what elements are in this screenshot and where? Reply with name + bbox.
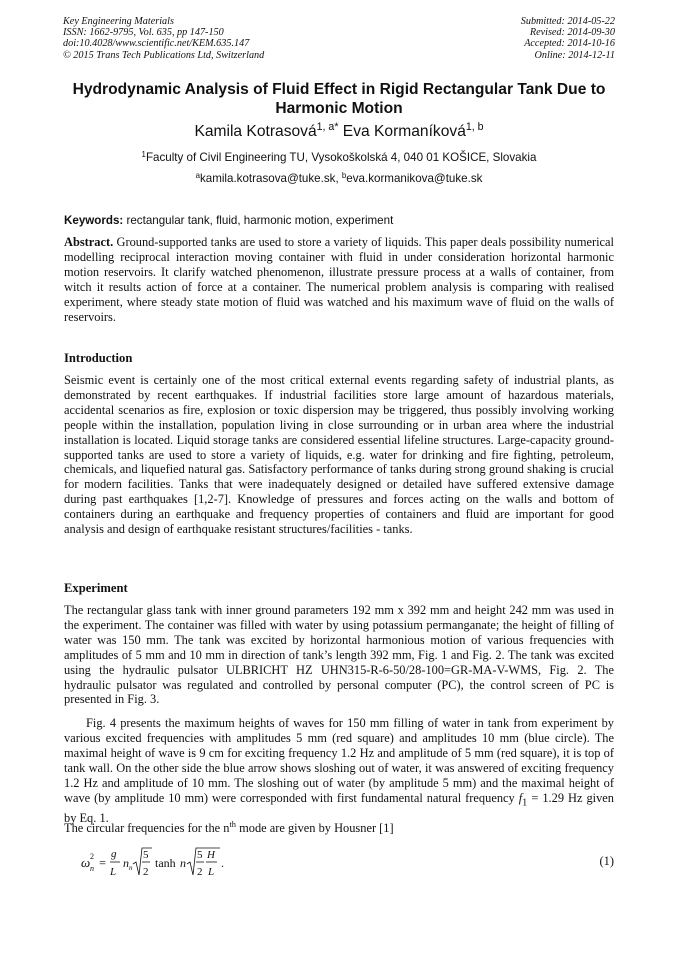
- author-list: [40, 122, 638, 143]
- paragraph-text: Fig. 4 presents the maximum heights of waves for 150 mm filling of water in tank from experiment by various excited frequencies with amplitudes 5 mm (red square) and amplitudes 10 mm (blue circle). The maximal height of wave is 9 cm for exciting frequency 1.2 Hz and amplitude of 5 mm (red square), it is top of tank wall. On the other side the blue arrow shows sloshing out of water, it was answered of exciting frequency 1.2 Hz and amplitude of 10 mm. The sloshing out of water (by amplitude 5 mm) and the maximal height of wave (by amplitude 10 mm) were corresponded with first fundamental natural frequency: [64, 716, 614, 805]
- author-superscript: 1, b: [465, 121, 484, 134]
- abstract: [64, 235, 614, 324]
- affiliation: [40, 150, 638, 166]
- author-emails: [40, 171, 638, 187]
- mode-superscript: th: [229, 819, 237, 830]
- journal-info: [63, 16, 264, 61]
- keywords-text: rectangular tank, fluid, harmonic motion, experiment: [123, 214, 394, 227]
- svg-text:n: n: [123, 856, 129, 870]
- svg-text:tanh: tanh: [155, 856, 176, 870]
- journal-doi[interactable]: doi:10.4028/www.scientific.net/KEM.635.147: [63, 38, 250, 50]
- frequency-subscript: 1: [522, 797, 528, 808]
- email-superscript: b: [341, 170, 347, 180]
- affiliation-superscript: 1: [141, 149, 146, 159]
- svg-text:2: 2: [143, 866, 149, 878]
- email-link[interactable]: eva.kormanikova@tuke.sk: [346, 172, 483, 185]
- svg-text:5: 5: [197, 849, 203, 861]
- svg-text:L: L: [110, 866, 117, 878]
- svg-text:g: g: [111, 848, 117, 860]
- experiment-paragraph: [64, 716, 614, 826]
- paragraph-text: = 1.29 Hz given by Eq. 1.: [64, 790, 615, 825]
- svg-text:n: n: [180, 856, 186, 870]
- svg-text:.: .: [221, 856, 224, 870]
- svg-text:2: 2: [90, 852, 94, 861]
- email-link[interactable]: kamila.kotrasova@tuke.sk,: [199, 172, 342, 185]
- abstract-label: Abstract.: [64, 235, 114, 249]
- author-name: Kamila Kotrasová: [194, 123, 317, 140]
- keywords-label: Keywords:: [64, 214, 124, 227]
- paragraph-text: The circular frequencies for the n: [64, 821, 230, 835]
- author-superscript: 1, a*: [316, 121, 339, 134]
- date-online: Online: 2014-12-11: [534, 49, 615, 61]
- email-superscript: a: [195, 170, 200, 180]
- section-heading: Experiment: [64, 581, 128, 595]
- date-submitted: Submitted: 2014-05-22: [520, 16, 615, 27]
- svg-text:ω: ω: [81, 855, 91, 870]
- paper-title: Hydrodynamic Analysis of Fluid Effect in Rigid Rectangular Tank Due to Harmonic Motion: [72, 81, 606, 117]
- section-heading: Introduction: [64, 351, 133, 365]
- svg-text:5: 5: [143, 849, 149, 861]
- journal-issn: ISSN: 1662-9795, Vol. 635, pp 147-150: [63, 27, 224, 39]
- abstract-text: Ground-supported tanks are used to store a variety of liquids. This paper deals possibility numerical modelling reciprocal interaction moving container with fluid in under consideration horizontal harmonic motion reservoirs. It clarify watched phenomenon, illustrate pressure process at a walls of container, from witch it results action of force at a container. The numerical problem analysis is comparing with realised experiment, where steady state motion of fluid was watched and his maximum wave of fluid on the walls of reservoirs.: [64, 235, 614, 324]
- journal-name: Key Engineering Materials: [63, 16, 174, 27]
- paragraph-text: mode are given by Housner [1]: [236, 821, 394, 835]
- frequency-symbol: f: [518, 790, 523, 805]
- svg-text:n: n: [129, 864, 133, 872]
- svg-text:=: =: [99, 856, 107, 870]
- keywords: [64, 213, 614, 228]
- date-revised: Revised: 2014-09-30: [529, 27, 615, 39]
- svg-text:H: H: [207, 849, 215, 861]
- equation-number: (1): [599, 854, 614, 868]
- date-accepted: Accepted: 2014-10-16: [524, 38, 615, 50]
- publication-dates: [521, 16, 615, 61]
- svg-text:L: L: [208, 866, 215, 878]
- experiment-paragraph: The rectangular glass tank with inner ground parameters 192 mm x 392 mm and height 242 mm was used in the experiment. The container was filled with water by using potassium permanganate; the height of filling of water was 150 mm. The tank was excited by horizontal harmonious motion of various frequencies with amplitudes of 5 mm and 10 mm in direction of tank’s length 392 mm, Fig. 1 and Fig. 2. The tank was excited using the hydraulic pulsator ULBRICHT HZ UHN315-R-6-50/28-100=GR-MA-V-WMS, Fig. 2. The hydraulic pulsator was regulated and controlled by personal computer (PC), the control screen of PC is presented in Fig. 3.: [64, 603, 614, 707]
- equation-1: [80, 840, 620, 880]
- introduction-paragraph: Seismic event is certainly one of the most critical external events regarding safety of industrial plants, as demonstrated by recent earthquakes. If industrial facilities store large amount of hazardous materials, accidental scenarios as fire, explosion or toxic dispersion may be triggered, thus possibly involving working people within the installation, population living in close surrounding or in urban area where the industrial installation is located. Liquid storage tanks are considered essential lifeline structures. Large-capacity ground-supported tanks are used to store a variety of liquids, e.g. water for drinking and fire fighting, petroleum, chemicals, and liquefied natural gas. Satisfactory performance of tanks during strong ground shaking is crucial for modern facilities. Tanks that were inadequately designed or detailed have suffered extensive damage during past earthquakes [1,2-7]. Knowledge of pressures and forces acting on the walls and bottom of containers during an earthquake and frequency properties of containers and fluid are important for good analysis and design of earthquake resistant structures/facilities - tanks.: [64, 373, 614, 537]
- svg-text:n: n: [90, 864, 94, 873]
- svg-text:2: 2: [197, 866, 203, 878]
- journal-copyright: © 2015 Trans Tech Publications Ltd, Switzerland: [63, 49, 265, 61]
- experiment-paragraph: [64, 821, 614, 837]
- affiliation-text: Faculty of Civil Engineering TU, Vysokoškolská 4, 040 01 KOŠICE, Slovakia: [145, 151, 537, 164]
- author-name: Eva Kormaníková: [342, 123, 466, 140]
